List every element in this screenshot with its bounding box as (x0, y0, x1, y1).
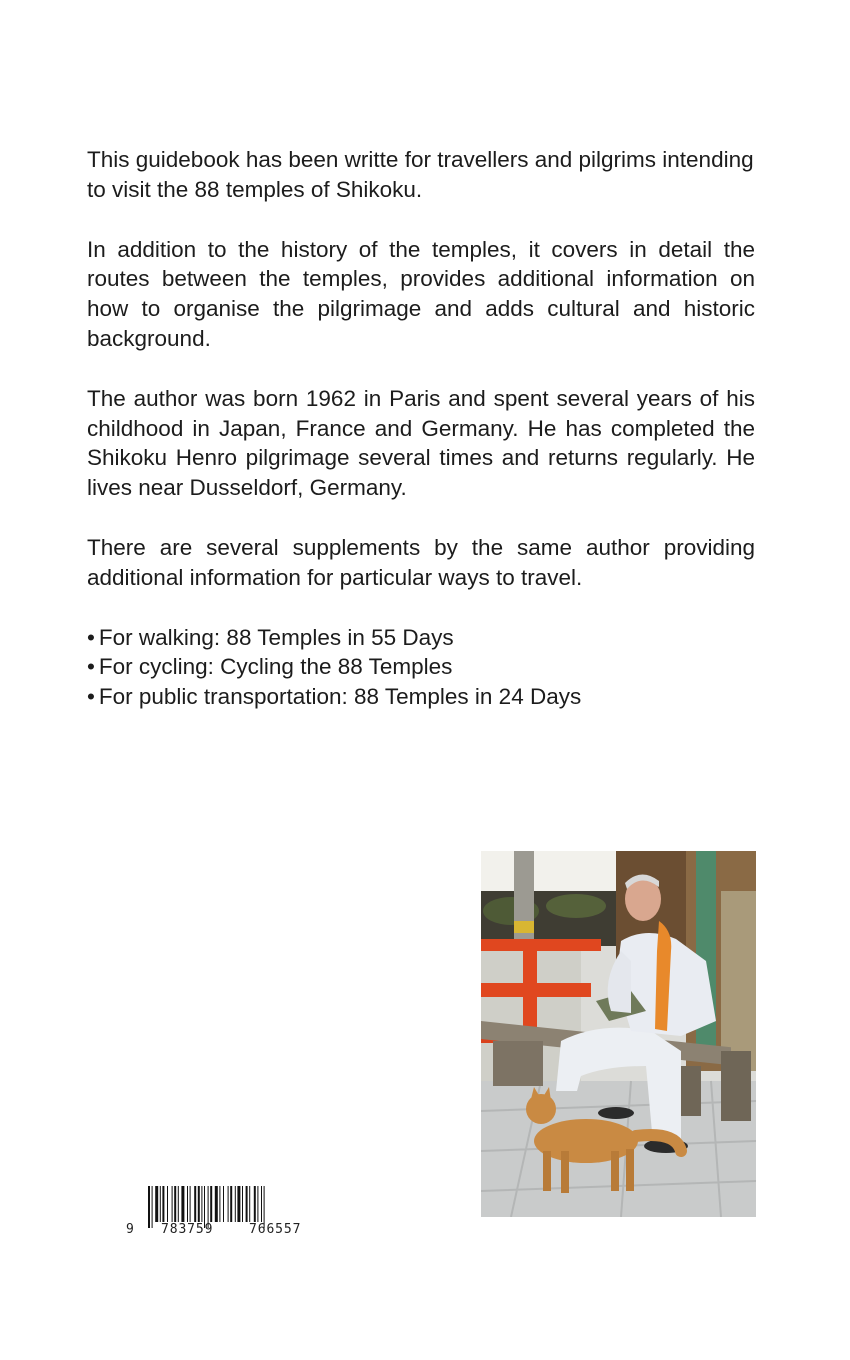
back-cover-text (87, 145, 755, 712)
barcode-bar (174, 1186, 176, 1222)
barcode-bar (228, 1186, 229, 1222)
barcode-bar (198, 1186, 200, 1222)
barcode-right-digits: 766557 (249, 1222, 302, 1237)
list-item: • For cycling: Cycling the 88 Temples (87, 652, 755, 682)
barcode-bar (235, 1186, 236, 1222)
barcode-bar (152, 1186, 153, 1228)
barcode-bar (201, 1186, 202, 1222)
intro-paragraph: This guidebook has been writte for travellers and pilgrims intending to visit the 88 temples of Shikoku. (87, 147, 754, 202)
barcode-bar (219, 1186, 220, 1222)
barcode-bar (254, 1186, 256, 1222)
barcode-bar (162, 1186, 164, 1222)
barcode-bar (190, 1186, 191, 1222)
author-bio-paragraph: The author was born 1962 in Paris and spent several years of his childhood in Japan, France and Germany. He has completed the Shikoku Henro pilgrimage several times and returns regularly. He lives near Dusseldorf, Germany. (87, 385, 755, 501)
author-photo (481, 851, 756, 1217)
barcode-bar (215, 1186, 218, 1222)
barcode-bar (181, 1186, 184, 1222)
barcode-bar (246, 1186, 248, 1222)
barcode-bar (261, 1186, 262, 1222)
barcode-bar (160, 1186, 161, 1222)
barcode-first-digit: 9 (126, 1222, 135, 1237)
barcode-bar (155, 1186, 158, 1222)
list-item: • For public transportation: 88 Temples in 24 Days (87, 682, 755, 712)
barcode-bar (223, 1186, 224, 1222)
barcode-bar (172, 1186, 173, 1222)
barcode-bar (237, 1186, 240, 1222)
supplements-paragraph: There are several supplements by the same author providing additional information for particular ways to travel. (87, 534, 755, 590)
barcode-bar (167, 1186, 168, 1222)
barcode-bar (210, 1186, 212, 1222)
isbn-barcode (124, 1186, 329, 1242)
barcode-bar (187, 1186, 188, 1222)
barcode-bar (178, 1186, 179, 1222)
barcode-bar (230, 1186, 232, 1222)
barcode-bar (194, 1186, 196, 1222)
barcode-bar (148, 1186, 150, 1228)
barcode-bar (257, 1186, 258, 1222)
list-item: • For walking: 88 Temples in 55 Days (87, 623, 755, 653)
supplements-list (87, 623, 755, 712)
barcode-bar (242, 1186, 243, 1222)
content-paragraph: In addition to the history of the temples, it covers in detail the routes between the temples, provides additional information on how to organise the pilgrimage and adds cultural and historic background. (87, 236, 755, 351)
barcode-bar (249, 1186, 250, 1222)
barcode-left-digits: 783759 (161, 1222, 214, 1237)
